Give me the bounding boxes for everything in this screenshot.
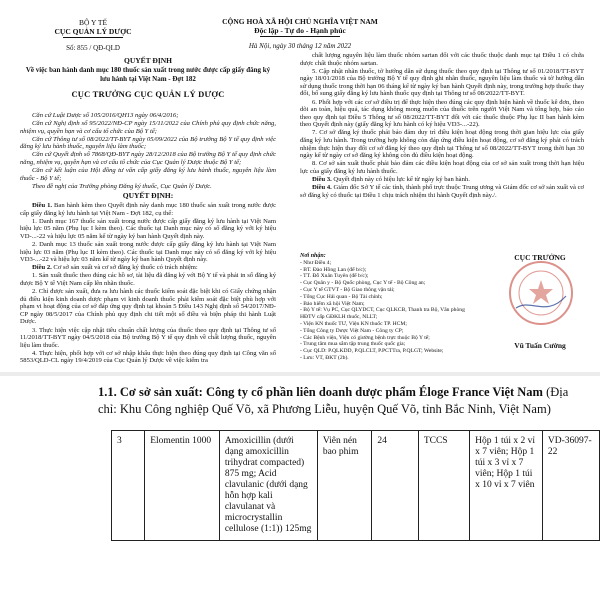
recipient-item: - Tổng Công ty Dược Việt Nam - Công ty CP;: [300, 327, 404, 334]
paragraph-text: Căn cứ Thông tư số 08/2022/TT-BYT ngày 05/09/2022 của Bộ trưởng Bộ Y tế quy định việc đăng ký lưu hành thuốc, nguyên liệu làm thuốc;: [20, 135, 276, 151]
page-divider: [0, 372, 600, 376]
paragraph-text: Ban hành kèm theo Quyết định này danh mục 180 thuốc sản xuất trong nước được cấp giấy đăng ký lưu hành tại Việt Nam - Đợt 182, cụ thể:: [20, 202, 276, 217]
recipient-item: - Trung tâm mua sắm tập trung thuốc quốc gia;: [300, 341, 406, 348]
recipient-item: - Cục QLD: P.QLKDD, P.QLCLT, P.PCTTra, P.QLGT; Website;: [300, 348, 444, 355]
cell-shelf-life: 24: [372, 431, 418, 541]
recipient-item: - Lưu: VT, ĐKT (2b).: [300, 354, 349, 361]
article-lead: Điều 2.: [32, 264, 52, 272]
paragraph-text: chất lượng nguyên liệu làm thuốc nhóm sartan đối với các thuốc thuộc danh mục tại Điều 1 có chứa dược chất thuộc nhóm sartan.: [300, 52, 584, 67]
paragraph-text: 4. Thực hiện, phối hợp với cơ sở nhập khẩu thực hiện theo đúng quy định tại Công văn số 5853/QLD-CL ngày 19/4/2019 của Cục Quản lý Dược về việc kiểm tra: [20, 349, 276, 365]
cell-no: 3: [112, 431, 145, 541]
paragraph-text: 1. Danh mục 167 thuốc sản xuất trong nước được cấp giấy đăng ký lưu hành tại Việt Nam hiệu lực 05 năm (Phụ lục I kèm theo). Các thuốc tại Danh mục này có số đăng ký với ký hiệu VD-...-22 và hiệu lực 05 năm kể từ ngày ký ban hành Quyết định này.: [20, 217, 276, 240]
paragraph-text: 7. Cơ sở đăng ký thuốc phải bảo đảm duy trì điều kiện hoạt động trong thời gian hiệu lực của giấy đăng ký lưu hành. Trong trường hợp không còn đáp ứng điều kiện hoạt động, cơ sở đăng ký phải có trách nhiệm thực hiện thay đổi cơ sở đăng ký theo quy định tại Thông tư số 08/2022/TT-BYT trong thời hạn 30 ngày kể từ ngày cơ sở đăng ký không còn đủ điều kiện hoạt động.: [300, 129, 584, 160]
signer-role: CỤC TRƯỞNG: [514, 253, 566, 262]
paragraph: [20, 112, 276, 120]
paragraph: [20, 264, 276, 272]
country-name: CỘNG HOÀ XÃ HỘI CHỦ NGHĨA VIỆT NAM: [222, 17, 378, 26]
recipients-list: [300, 260, 470, 362]
recipient-item: - Cục Y tế GTVT - Bộ Giao thông vận tải;: [300, 286, 395, 293]
article-lead: Điều 4.: [312, 184, 332, 192]
paragraph: [20, 241, 276, 264]
manufacturer-address: (Địa chỉ: Khu Công nghiệp Quế Võ, xã Phương Liễu, huyện Quế Võ, tỉnh Bắc Ninh, Việt Nam): [98, 385, 569, 416]
recipient-item: - Cục Quân y - Bộ Quốc phòng, Cục Y tế - Bộ Công an;: [300, 280, 426, 287]
paragraph: [300, 160, 584, 175]
paragraph: [20, 327, 276, 350]
right-text-column: [300, 52, 584, 200]
paragraph: [20, 218, 276, 241]
decision-title-block: [20, 56, 276, 99]
left-text-column: [20, 112, 276, 366]
paragraph: [20, 288, 276, 326]
recipients-block: [300, 253, 470, 362]
paragraph: [20, 120, 276, 135]
paragraph: [20, 192, 276, 200]
manufacturer-section-title: [98, 384, 588, 418]
paragraph-text: QUYẾT ĐỊNH:: [122, 191, 174, 201]
paragraph-text: Cơ sở sản xuất và cơ sở đăng ký thuốc có trách nhiệm:: [51, 264, 198, 272]
recipient-item: - Tổng Cục Hải quan - Bộ Tài chính;: [300, 293, 383, 300]
article-lead: Điều 1.: [32, 202, 53, 210]
paragraph-text: Theo đề nghị của Trưởng phòng Đăng ký thuốc, Cục Quản lý Dược.: [32, 182, 212, 190]
paragraph-text: 2. Danh mục 13 thuốc sản xuất trong nước được cấp giấy đăng ký lưu hành tại Việt Nam hiệu lực 03 năm (Phụ lục II kèm theo). Các thuốc tại Danh mục này có số đăng ký với ký hiệu VD3-...-22 và hiệu lực 03 năm kể từ ngày ký ban hành Quyết định này.: [20, 241, 276, 264]
cell-packaging: Hộp 1 túi x 2 vỉ x 7 viên; Hộp 1 túi x 3 vỉ x 7 viên; Hộp 1 túi x 10 vỉ x 7 viên: [470, 431, 543, 541]
doc-number: Số: 855 / QĐ-QLD: [66, 44, 120, 52]
cell-ingredients: Amoxicillin (dưới dạng amoxicillin trihydrat compacted) 875 mg; Acid clavulanic (dưới dạng hỗn hợp kali clavulanat và microcrystallin cellulose (1:1)) 125mg: [219, 431, 317, 541]
paragraph: [20, 350, 276, 365]
recipient-item: - Như Điều 4;: [300, 259, 332, 266]
recipient-item: - TT. Đỗ Xuân Tuyên (để b/c);: [300, 273, 369, 280]
department-name: CỤC QUẢN LÝ DƯỢC: [54, 27, 132, 36]
paragraph-text: Giám đốc Sở Y tế các tỉnh, thành phố trực thuộc Trung ương và Giám đốc cơ sở sản xuất và cơ sở đăng ký có thuốc tại Điều 1 chịu trách nhiệm thi hành Quyết định này./.: [300, 184, 584, 199]
paragraph: [20, 167, 276, 182]
paragraph-text: 1. Sản xuất thuốc theo đúng các hồ sơ, tài liệu đã đăng ký với Bộ Y tế và phải in số đăng ký được Bộ Y tế Việt Nam cấp lên nhãn thuốc.: [20, 272, 276, 287]
recipients-heading: Nơi nhận:: [300, 253, 326, 259]
paragraph: [20, 202, 276, 217]
table-row: [112, 431, 600, 541]
paragraph: [20, 272, 276, 287]
paragraph: [20, 151, 276, 166]
paragraph-text: 2. Chỉ được sản xuất, đưa ra lưu hành các thuốc kiểm soát đặc biệt khi có Giấy chứng nhận đủ điều kiện kinh doanh dược phạm vi kinh doanh thuốc phải kiểm soát đặc biệt phù hợp với phạm vi hoạt động của cơ sở đáp ứng quy định tại khoản 5 Điều 143 Nghị định số 54/2017/NĐ-CP ngày 08/5/2017 của Chính phủ quy định chi tiết một số điều và biện pháp thi hành Luật Dược.: [20, 288, 276, 326]
recipient-item: - Bộ Y tế: Vụ PC, Cục QLYDCT, Cục QLKCB, Thanh tra Bộ, Văn phòng HĐTV cấp GĐKLH thuốc, NLLT;: [300, 307, 465, 321]
decision-kind: QUYẾT ĐỊNH: [124, 56, 172, 65]
place-date: Hà Nội, ngày 30 tháng 12 năm 2022: [248, 42, 352, 50]
header-rule: [63, 37, 123, 38]
cell-registration-number: VD-36097-22: [542, 431, 599, 541]
signer-name: Vũ Tuấn Cường: [514, 341, 566, 350]
paragraph: [300, 68, 584, 98]
drug-table: [111, 430, 600, 541]
national-header: [200, 17, 400, 50]
paragraph: [300, 184, 584, 199]
paragraph-text: 3. Thực hiện việc cập nhật tiêu chuẩn chất lượng của thuốc theo quy định tại Thông tư số 11/2018/TT-BYT ngày 04/5/2018 của Bộ trưởng Bộ Y tế quy định về chất lượng thuốc, nguyên liệu làm thuốc.: [20, 326, 276, 349]
cell-standard: TCCS: [418, 431, 469, 541]
article-lead: Điều 3.: [312, 176, 332, 183]
decision-subject: Về việc ban hành danh mục 180 thuốc sản xuất trong nước được cấp giấy đăng ký lưu hành tại Việt Nam - Đợt 182: [25, 66, 271, 83]
recipient-item: - Các Bệnh viện, Viện có giường bệnh trực thuộc Bộ Y tế;: [300, 334, 430, 341]
paragraph: [300, 129, 584, 159]
national-motto: Độc lập - Tự do - Hạnh phúc: [254, 26, 346, 35]
paragraph-text: Căn cứ Luật Dược số 105/2016/QH13 ngày 06/4/2016;: [32, 112, 179, 119]
paragraph: [300, 99, 584, 129]
paragraph-text: 6. Phối hợp với các cơ sở điều trị để thực hiện theo đúng các quy định hiện hành về thuốc kê đơn, theo dõi an toàn, hiệu quả, tác dụng không mong muốn của thuốc trên người Việt Nam và tổng hợp, báo cáo theo quy định tại Điều 5 Thông tư số 08/2022/TT-BYT đối với các thuốc thuộc Phụ lục II ban hành kèm theo Quyết định này (giấy đăng ký lưu hành có ký hiệu VD3-...-22).: [300, 98, 584, 129]
ministry-name: BỘ Y TẾ: [78, 18, 108, 27]
issuer-header: [18, 18, 168, 52]
section-label: 1.1. Cơ sở sản xuất:: [98, 385, 203, 399]
paragraph-text: 5. Cập nhật nhãn thuốc, tờ hướng dẫn sử dụng thuốc theo quy định tại Thông tư số 01/2018/TT-BYT ngày 18/01/2018 của Bộ trưởng Bộ Y tế quy định ghi nhãn thuốc, nguyên liệu làm thuốc và tờ hướng dẫn sử dụng thuốc trong thời hạn 06 tháng kể từ ngày ký ban hành Quyết định này, trong trường hợp thuốc thay đổi, bổ sung giấy đăng ký lưu hành thuốc quy định tại Thông tư số 08/2022/TT-BYT.: [300, 67, 584, 98]
paragraph: [20, 136, 276, 151]
motto-rule: [260, 36, 340, 37]
official-seal-stamp: [506, 258, 576, 328]
paragraph: [300, 52, 584, 67]
page-bottom-margin: [0, 585, 600, 600]
issuing-authority: CỤC TRƯỞNG CỤC QUẢN LÝ DƯỢC: [71, 89, 225, 99]
recipient-item: - Bảo hiểm xã hội Việt Nam;: [300, 300, 365, 307]
paragraph: [300, 176, 584, 184]
recipient-item: - BT. Đào Hồng Lan (để b/c);: [300, 266, 367, 273]
paragraph: [20, 183, 276, 191]
paragraph-text: Căn cứ kết luận của Hội đồng tư vấn cấp giấy đăng ký lưu hành thuốc, nguyên liệu làm thuốc - Bộ Y tế;: [20, 167, 276, 182]
paragraph-text: Quyết định này có hiệu lực kể từ ngày ký ban hành.: [331, 176, 470, 183]
paragraph-text: Căn cứ Quyết định số 7868/QĐ-BYT ngày 28/12/2018 của Bộ trưởng Bộ Y tế quy định chức năng, nhiệm vụ, quyền hạn và cơ cấu tổ chức của Cục Quản lý Dược thuộc Bộ Y tế;: [20, 151, 276, 167]
recipient-item: - Viện KN thuốc TƯ, Viện KN thuốc TP. HCM;: [300, 320, 407, 327]
paragraph-text: Căn cứ Nghị định số 95/2022/NĐ-CP ngày 15/11/2022 của Chính phủ quy định chức năng, nhiệm vụ, quyền hạn và cơ cấu tổ chức của Bộ Y tế;: [20, 120, 276, 135]
paragraph-text: 8. Cơ sở sản xuất thuốc phải bảo đảm các điều kiện hoạt động của cơ sở sản xuất trong thời hạn hiệu lực của giấy đăng ký lưu hành thuốc.: [300, 160, 584, 175]
cell-dosage-form: Viên nén bao phim: [317, 431, 372, 541]
cell-drug-name: Elomentin 1000: [145, 431, 220, 541]
manufacturer-name: Công ty cổ phần liên doanh dược phẩm Éloge France Việt Nam: [205, 385, 543, 399]
